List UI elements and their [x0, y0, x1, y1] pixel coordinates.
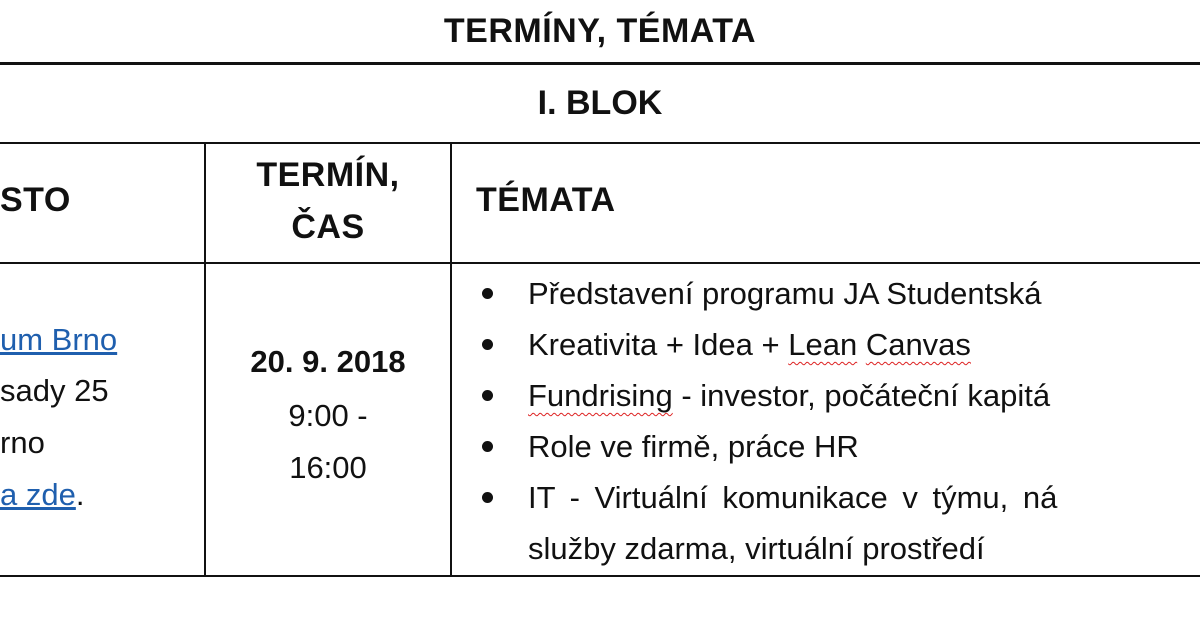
event-date: 20. 9. 2018: [250, 344, 406, 379]
event-time-end: 16:00: [289, 450, 367, 485]
topic-text: IT - Virtuální komunikace v týmu, ná: [528, 480, 1058, 515]
event-time-start: 9:00 -: [288, 398, 368, 433]
place-city: rno: [0, 425, 45, 460]
header-topics: TÉMATA: [476, 181, 616, 219]
bullet-icon: [482, 441, 493, 452]
list-item: [476, 268, 1200, 319]
bullet-icon: [482, 339, 493, 350]
bullet-icon: [482, 492, 493, 503]
venue-link[interactable]: um Brno: [0, 322, 118, 357]
topic-text: Role ve firmě, práce HR: [528, 429, 859, 464]
place-link-venue[interactable]: [0, 315, 117, 365]
column-divider-2: [450, 143, 452, 577]
header-date-line1: TERMÍN,: [256, 156, 400, 194]
list-item: [476, 421, 1200, 472]
topics-list: [476, 268, 1200, 574]
table-bottom-border: [0, 575, 1200, 577]
list-item: [476, 472, 1200, 523]
list-item-continuation: [476, 523, 1200, 574]
bullet-icon: [482, 390, 493, 401]
block-title: I. BLOK: [537, 83, 663, 122]
header-row-border: [0, 262, 1200, 264]
block-row-border: [0, 142, 1200, 144]
topic-text: Představení programu JA Studentská: [528, 276, 1042, 311]
topic-text-part: [857, 327, 866, 362]
map-link[interactable]: a zde: [0, 477, 76, 512]
document-title: TERMÍNY, TÉMATA: [443, 11, 757, 50]
topic-text-part: Kreativita + Idea +: [528, 327, 789, 362]
topic-text-part: Canvas: [865, 327, 971, 362]
place-map-line: [0, 470, 84, 520]
topic-text-part: Lean: [788, 327, 858, 362]
topic-text-continuation: služby zdarma, virtuální prostředí: [528, 531, 985, 566]
map-link-suffix: .: [75, 477, 85, 512]
topic-text-part: - investor, počáteční kapitá: [672, 378, 1051, 413]
topic-text-part: Fundrising: [528, 378, 673, 413]
list-item: [476, 319, 1200, 370]
place-address: sady 25: [0, 373, 109, 408]
bullet-icon: [482, 288, 493, 299]
header-date-line2: ČAS: [291, 208, 365, 246]
list-item: [476, 370, 1200, 421]
header-place: STO: [0, 181, 71, 219]
